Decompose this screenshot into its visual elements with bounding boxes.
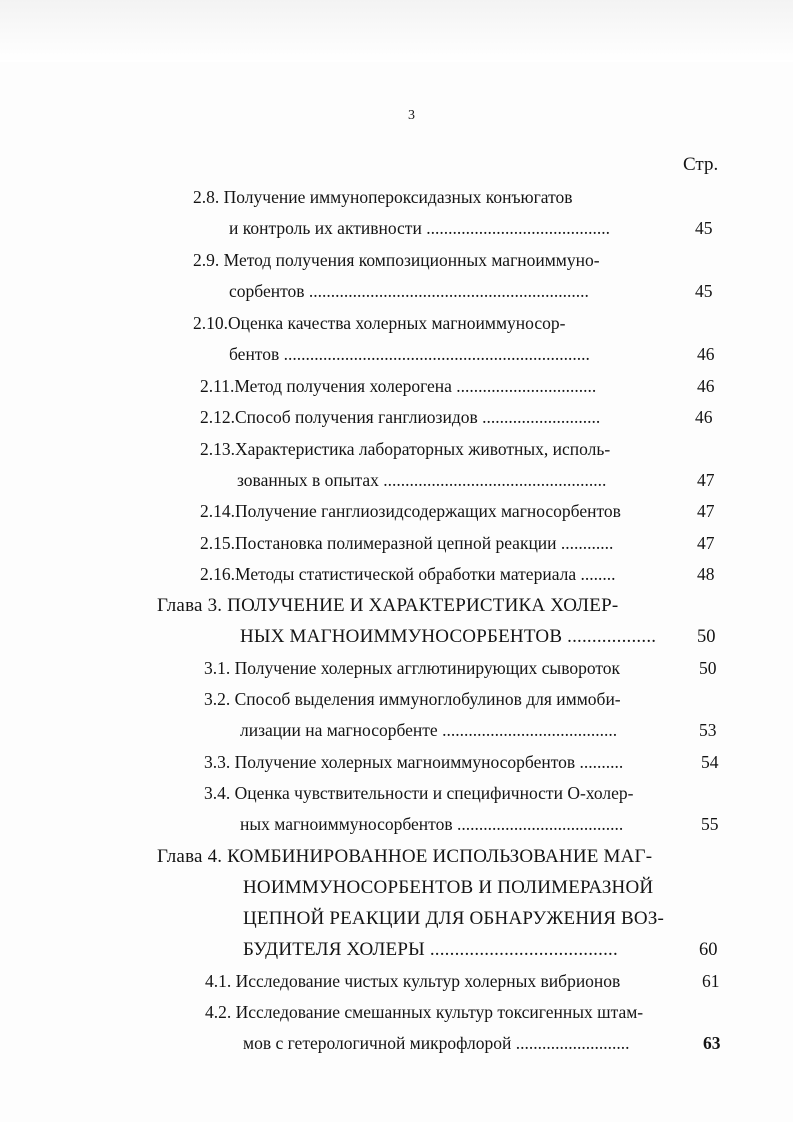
chapter-4-page: 60 [699, 940, 718, 960]
toc-entry-4-1-page: 61 [702, 971, 720, 991]
toc-entry-4-2-page: 63 [703, 1033, 721, 1053]
toc-entry-2-14: 2.14.Получение ганглиозидсодержащих магносорбентов [200, 501, 621, 521]
toc-entry-2-15: 2.15.Постановка полимеразной цепной реакции ............ [200, 533, 614, 553]
toc-entry-2-16-page: 48 [697, 564, 715, 584]
toc-entry-3-1: 3.1. Получение холерных агглютинирующих сывороток [204, 658, 621, 678]
toc-entry-3-4-line-1: 3.4. Оценка чувствительности и специфичности О-холер- [204, 783, 634, 803]
toc-entry-3-2-line-2: лизации на магносорбенте ........................................ [240, 720, 618, 740]
toc-entry-3-3: 3.3. Получение холерных магноиммуносорбентов .......... [204, 752, 624, 772]
toc-entry-2-8-line-2: и контроль их активности .......................................... [229, 218, 610, 238]
toc-entry-2-11: 2.11.Метод получения холерогена ................................ [200, 376, 597, 396]
toc-entry-2-13-page: 47 [697, 470, 715, 490]
toc-entry-4-1: 4.1. Исследование чистых культур холерных вибрионов [205, 971, 621, 991]
page-column-label: Стр. [683, 154, 719, 175]
chapter-4-title-line-2: НОИММУНОСОРБЕНТОВ И ПОЛИМЕРАЗНОЙ [243, 877, 654, 898]
toc-entry-4-2-line-1: 4.2. Исследование смешанных культур токсигенных штам- [205, 1002, 644, 1022]
chapter-3-title-line-1: Глава 3. ПОЛУЧЕНИЕ И ХАРАКТЕРИСТИКА ХОЛЕР- [157, 595, 619, 616]
toc-entry-2-8-line-1: 2.8. Получение иммунопероксидазных конъюгатов [193, 187, 573, 207]
toc-entry-2-13-line-1: 2.13.Характеристика лабораторных животных, исполь- [200, 439, 611, 459]
scan-shadow [0, 0, 793, 62]
toc-entry-3-4-line-2: ных магноиммуносорбентов ...................................... [240, 814, 624, 834]
toc-entry-3-1-page: 50 [699, 658, 717, 678]
toc-entry-2-8-page: 45 [695, 218, 713, 238]
toc-entry-2-12: 2.12.Способ получения ганглиозидов ........................... [200, 407, 601, 427]
toc-entry-2-16: 2.16.Методы статистической обработки материала ........ [200, 564, 616, 584]
toc-entry-3-2-page: 53 [699, 720, 717, 740]
page-number: 3 [408, 108, 415, 123]
chapter-4-title-line-3: ЦЕПНОЙ РЕАКЦИИ ДЛЯ ОБНАРУЖЕНИЯ ВОЗ- [243, 908, 665, 929]
toc-entry-3-3-page: 54 [701, 752, 719, 772]
toc-entry-3-4-page: 55 [701, 814, 719, 834]
toc-entry-2-11-page: 46 [697, 376, 715, 396]
toc-entry-2-10-line-1: 2.10.Оценка качества холерных магноиммуносор- [193, 313, 566, 333]
chapter-4-title-line-1: Глава 4. КОМБИНИРОВАННОЕ ИСПОЛЬЗОВАНИЕ МАГ- [157, 846, 653, 867]
toc-entry-2-10-line-2: бентов ...................................................................... [229, 344, 590, 364]
toc-entry-4-2-line-2: мов с гетерологичной микрофлорой .......................... [243, 1033, 630, 1053]
toc-entry-3-2-line-1: 3.2. Способ выделения иммуноглобулинов для иммоби- [204, 689, 621, 709]
chapter-3-title-line-2: НЫХ МАГНОИММУНОСОРБЕНТОВ .................. [240, 626, 657, 647]
toc-entry-2-12-page: 46 [695, 407, 713, 427]
toc-entry-2-10-page: 46 [697, 344, 715, 364]
toc-entry-2-13-line-2: зованных в опытах ................................................... [237, 470, 607, 490]
chapter-4-title-line-4: БУДИТЕЛЯ ХОЛЕРЫ ...................................... [243, 939, 618, 960]
toc-entry-2-9-line-1: 2.9. Метод получения композиционных магноиммуно- [193, 250, 600, 270]
toc-entry-2-15-page: 47 [697, 533, 715, 553]
toc-entry-2-9-page: 45 [695, 281, 713, 301]
toc-entry-2-14-page: 47 [697, 501, 715, 521]
toc-entry-2-9-line-2: сорбентов ................................................................ [229, 281, 589, 301]
chapter-3-page: 50 [697, 627, 716, 647]
